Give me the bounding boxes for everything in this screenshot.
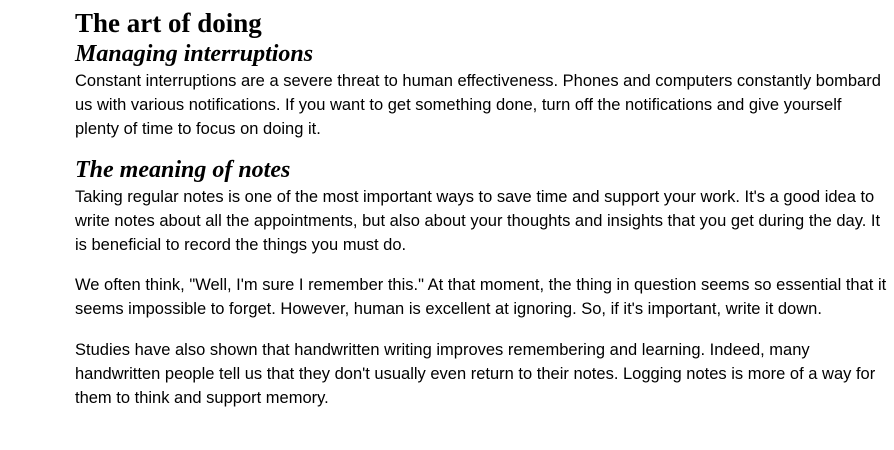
section-heading-managing-interruptions: Managing interruptions	[75, 41, 314, 67]
paragraph-spacer	[75, 142, 887, 156]
paragraph-spacer	[75, 322, 887, 338]
document-title: The art of doing	[75, 8, 262, 38]
paragraph-interruptions: Constant interruptions are a severe threat to human effectiveness. Phones and computers constantly bombard us with various notifications. If you want to get something done, turn off the notifications and give yourself plenty of time to focus on doing it.	[75, 72, 881, 139]
paragraph-notes-2: We often think, "Well, I'm sure I remember this." At that moment, the thing in question seems so essential that it seems impossible to forget. However, human is excellent at ignoring. So, if it's important, write it down.	[75, 276, 887, 319]
document-page	[75, 6, 887, 410]
section-heading-meaning-of-notes: The meaning of notes	[75, 156, 291, 183]
paragraph-spacer	[75, 257, 887, 273]
paragraph-notes-1: Taking regular notes is one of the most important ways to save time and support your work. It's a good idea to write notes about all the appointments, but also about your thoughts and insights that you get during the day. It is beneficial to record the things you must do.	[75, 187, 881, 255]
paragraph-notes-3: Studies have also shown that handwritten writing improves remembering and learning. Indeed, many handwritten people tell us that they don't usually even return to their notes. Logging notes is more of a way for them to think and support memory.	[75, 340, 876, 408]
